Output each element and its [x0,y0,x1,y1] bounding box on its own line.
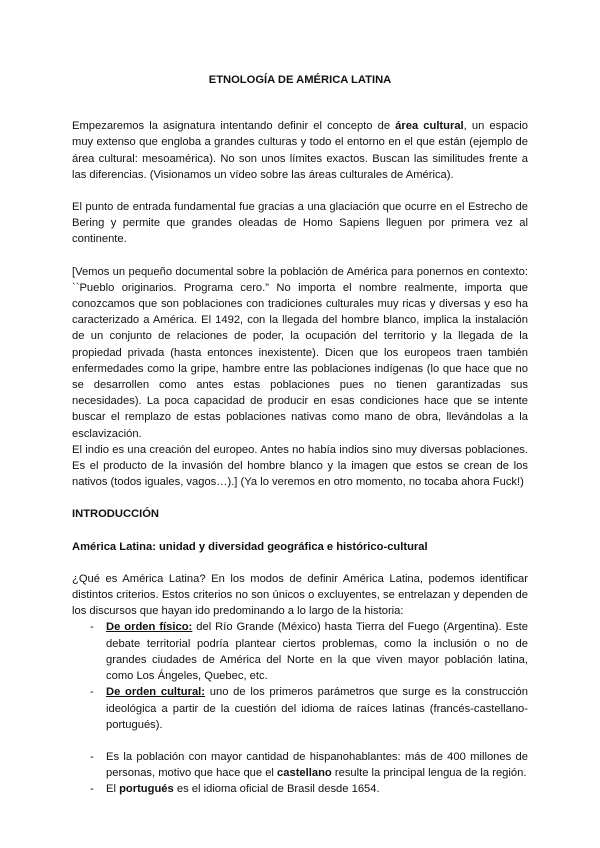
bullet: - [90,750,94,763]
fact-bold-term: portugués [119,783,174,796]
intro-paragraph [72,118,528,183]
list-item [72,619,528,684]
criteria-list [72,619,528,732]
fact-bold-term: castellano [277,767,332,780]
document-title: ETNOLOGÍA DE AMÉRICA LATINA [208,74,392,86]
intro-bold-term: área cultural [395,120,464,133]
criterion-label: De orden físico: [106,621,193,634]
indio-paragraph: El indio es una creación del europeo. Antes no había indios sino muy diversas poblaciones. Es el producto de la invasión del hombre blanco y la imagen que estos se crean de los nativos (todos iguales, vagos…).] (Ya lo veremos en otro momento, no tocaba ahora Fuck!) [72,443,528,489]
bullet: - [90,686,94,699]
subheading: América Latina: unidad y diversidad geográfica e histórico-cultural [72,540,428,553]
list-item [72,749,528,781]
criterion-label: De orden cultural: [106,686,206,699]
list-item [72,684,528,733]
intro-text-end: , un espacio muy extenso que engloba a grandes culturas y todo el entorno en el que están (ejemplo de área cultural: mesoamérica). No son unos límites exactos. Buscan las similitudes frente a las diferencias. (Visionamos un vídeo sobre las áreas culturales de América). [72,120,528,181]
fact-text-start: Es la población con mayor cantidad de hispanohablantes: más de 400 millones de personas, motivo que hace que el [106,750,528,780]
list-item [72,781,528,797]
bullet: - [90,621,94,634]
intro-text-start: Empezaremos la asignatura intentando definir el concepto de [72,120,396,133]
fact-text-end: resulte la principal lengua de la región. [331,767,527,780]
section-heading: INTRODUCCIÓN [72,508,160,521]
fact-text-start: El [106,783,120,796]
documentary-paragraph: [Vemos un pequeño documental sobre la población de América para ponernos en contexto: ``Pueblo originarios. Programa cero.” No importa el nombre realmente, importa que conozcamos que son poblaciones con tradiciones culturales muy ricas y diversas y eso ha caracterizado a América. El 1492, con la llegada del hombre blanco, implica la instalación de un conjunto de relaciones de poder, la ocupación del territorio y la llegada de la propiedad privada (hasta entonces inexistente). Dicen que los europeos traen también enfermedades como la gripe, hambre entre las poblaciones indígenas (lo que hace que no se desarrollen como antes estas poblaciones pues no tienen garantizadas sus necesidades). La poca capacidad de producir en esas condiciones hace que se intente buscar el remplazo de estas poblaciones nativas como mano de obra, llevándolas a la esclavización. [72,265,528,440]
criterion-text: del Río Grande (México) hasta Tierra del Fuego (Argentina). Este debate territorial podría plantear ciertos problemas, como la inclusión o no de grandes ciudades de América del Norte en la que viven mayor población latina, como Los Ángeles, Quebec, etc. [106,621,529,683]
criterion-text: uno de los primeros parámetros que surge es la construcción ideológica a partir de la cuestión del idioma de raíces latinas (francés-castellano-portugués). [106,686,528,731]
bullet: - [90,783,94,796]
fact-text-end: es el idioma oficial de Brasil desde 1654. [173,783,380,796]
facts-list [72,749,528,798]
definition-paragraph: ¿Qué es América Latina? En los modos de definir América Latina, podemos identificar distintos criterios. Estos criterios no son únicos o excluyentes, se entrelazan y dependen de los discursos que hayan ido predominando a lo largo de la historia: [72,572,528,618]
bering-paragraph: El punto de entrada fundamental fue gracias a una glaciación que ocurre en el Estrecho de Bering y permite que grandes oleadas de Homo Sapiens lleguen por primera vez al continente. [72,201,528,246]
document-page [72,72,528,798]
